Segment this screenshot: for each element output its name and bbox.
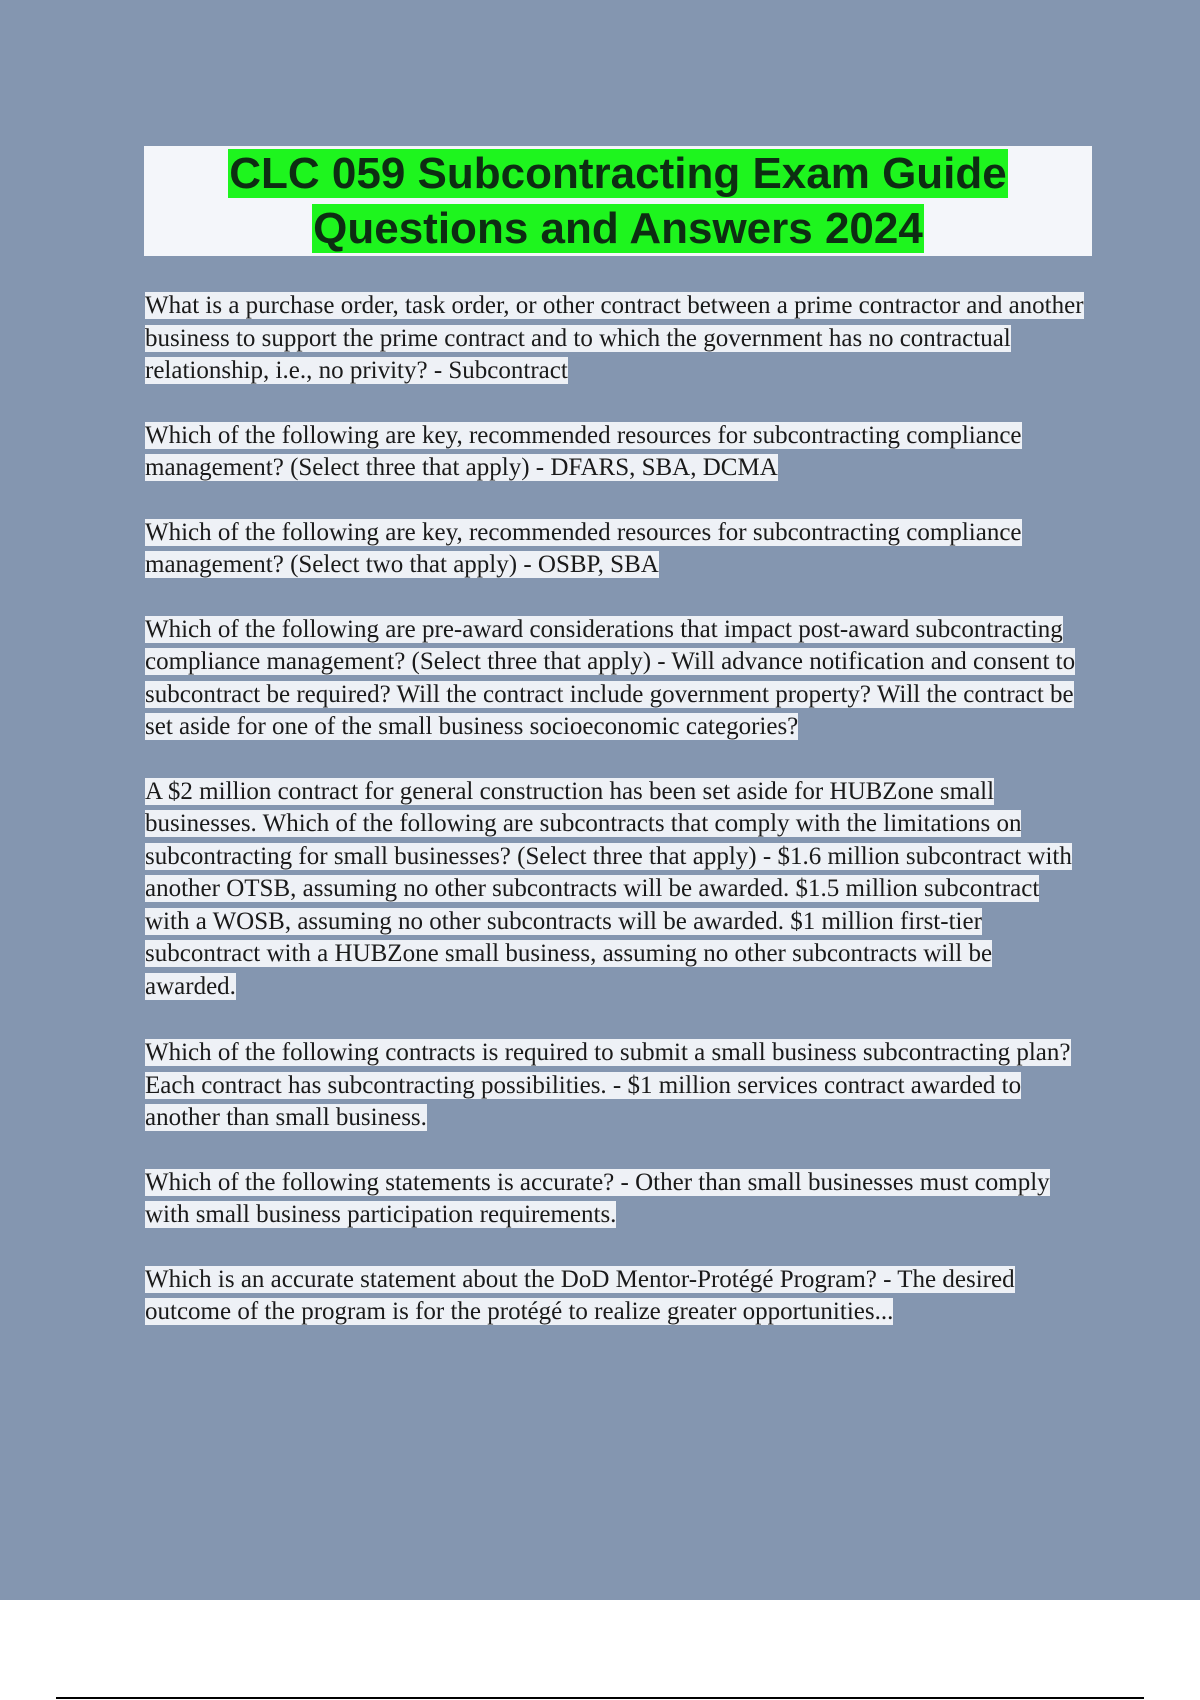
qa-item: Which of the following are pre-award considerations that impact post-award subcontracting compliance management? (Select three that apply) - Will advance notification and consent to subcontract be required? Will the contract include government property? Will the contract be set aside for one of the small business socioeconomic categories? [145, 615, 1076, 740]
qa-item: Which of the following are key, recommended resources for subcontracting compliance management? (Select three that apply) - DFARS, SBA, DCMA [145, 421, 1022, 481]
qa-item: Which of the following are key, recommended resources for subcontracting compliance management? (Select two that apply) - OSBP, SBA [145, 518, 1022, 578]
title-banner [144, 146, 1092, 256]
qa-item: A $2 million contract for general construction has been set aside for HUBZone small businesses. Which of the following are subcontracts that comply with the limitations on subcontracting for small businesses? (Select three that apply) - $1.6 million subcontract with another OTSB, assuming no other subcontracts will be awarded. $1.5 million subcontract with a WOSB, assuming no other subcontracts will be awarded. $1 million first-tier subcontract with a HUBZone small business, assuming no other subcontracts will be awarded. [145, 777, 1072, 1000]
document-title-line-1: CLC 059 Subcontracting Exam Guide [229, 149, 1007, 198]
qa-item: Which of the following statements is accurate? - Other than small businesses must comply with small business participation requirements. [145, 1168, 1050, 1228]
qa-item: Which of the following contracts is required to submit a small business subcontracting plan? Each contract has subcontracting possibilities. - $1 million services contract awarded to another than small business. [145, 1039, 1071, 1131]
qa-item: Which is an accurate statement about the DoD Mentor-Protégé Program? - The desired outcome of the program is for the protégé to realize greater opportunities... [145, 1265, 1015, 1325]
document-title-line-2: Questions and Answers 2024 [313, 204, 923, 253]
qa-item: What is a purchase order, task order, or other contract between a prime contractor and another business to support the prime contract and to which the government has no contractual relationship, i.e., no privity? - Subcontract [145, 292, 1084, 384]
qa-list [145, 290, 1085, 1361]
page-divider [56, 1697, 1144, 1699]
